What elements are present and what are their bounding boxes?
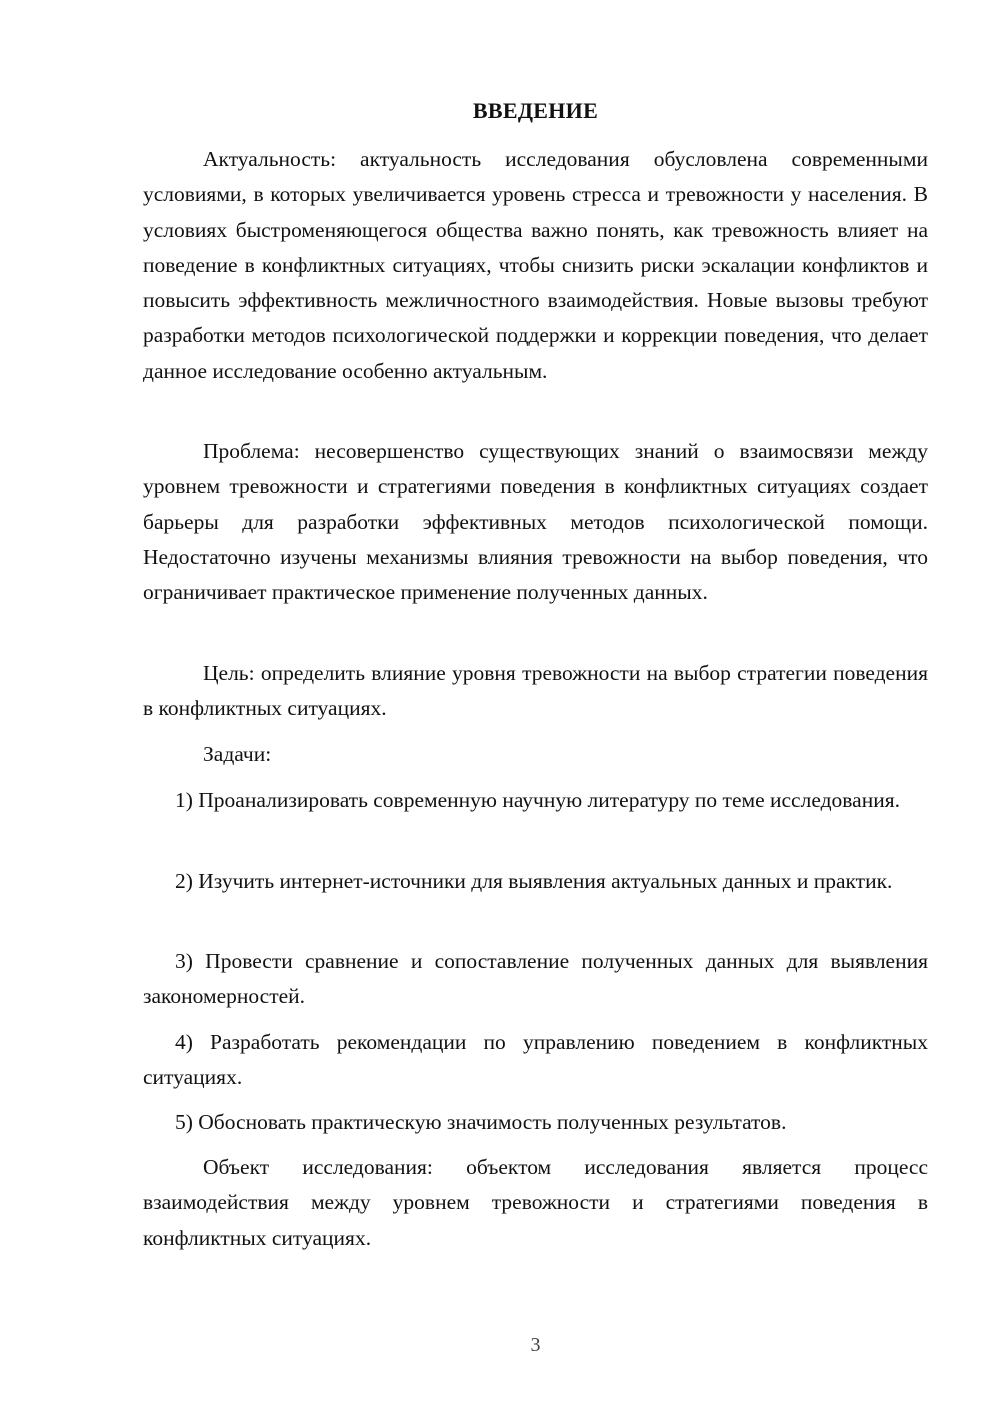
goal-paragraph: Цель: определить влияние уровня тревожности на выбор стратегии поведения в конфликтных ситуациях.: [143, 661, 928, 721]
task-item-5: 5) Обосновать практическую значимость полученных результатов.: [175, 1110, 787, 1134]
page-number: 3: [530, 1334, 541, 1356]
object-paragraph: Объект исследования: объектом исследования является процесс взаимодействия между уровнем тревожности и стратегиями поведения в конфликтных ситуациях.: [143, 1155, 928, 1250]
relevance-paragraph: Актуальность: актуальность исследования обусловлена современными условиями, в которых увеличивается уровень стресса и тревожности у населения. В условиях быстроменяющегося общества важно понять, как тревожность влияет на поведение в конфликтных ситуациях, чтобы снизить риски эскалации конфликтов и повысить эффективность межличностного взаимодействия. Новые вызовы требуют разработки методов психологической поддержки и коррекции поведения, что делает данное исследование особенно актуальным.: [143, 147, 928, 383]
problem-paragraph: Проблема: несовершенство существующих знаний о взаимосвязи между уровнем тревожности и стратегиями поведения в конфликтных ситуациях создает барьеры для разработки эффективных методов психологической помощи. Недостаточно изучены механизмы влияния тревожности на выбор поведения, что ограничивает практическое применение полученных данных.: [143, 439, 928, 605]
task-item-2: 2) Изучить интернет-источники для выявления актуальных данных и практик.: [175, 869, 893, 893]
section-heading: ВВЕДЕНИЕ: [472, 98, 599, 123]
task-item-4: 4) Разработать рекомендации по управлению поведением в конфликтных ситуациях.: [143, 1030, 928, 1090]
tasks-label: Задачи:: [203, 742, 272, 766]
task-item-3: 3) Провести сравнение и сопоставление полученных данных для выявления закономерностей.: [143, 949, 928, 1009]
task-item-1: 1) Проанализировать современную научную литературу по теме исследования.: [175, 788, 900, 812]
